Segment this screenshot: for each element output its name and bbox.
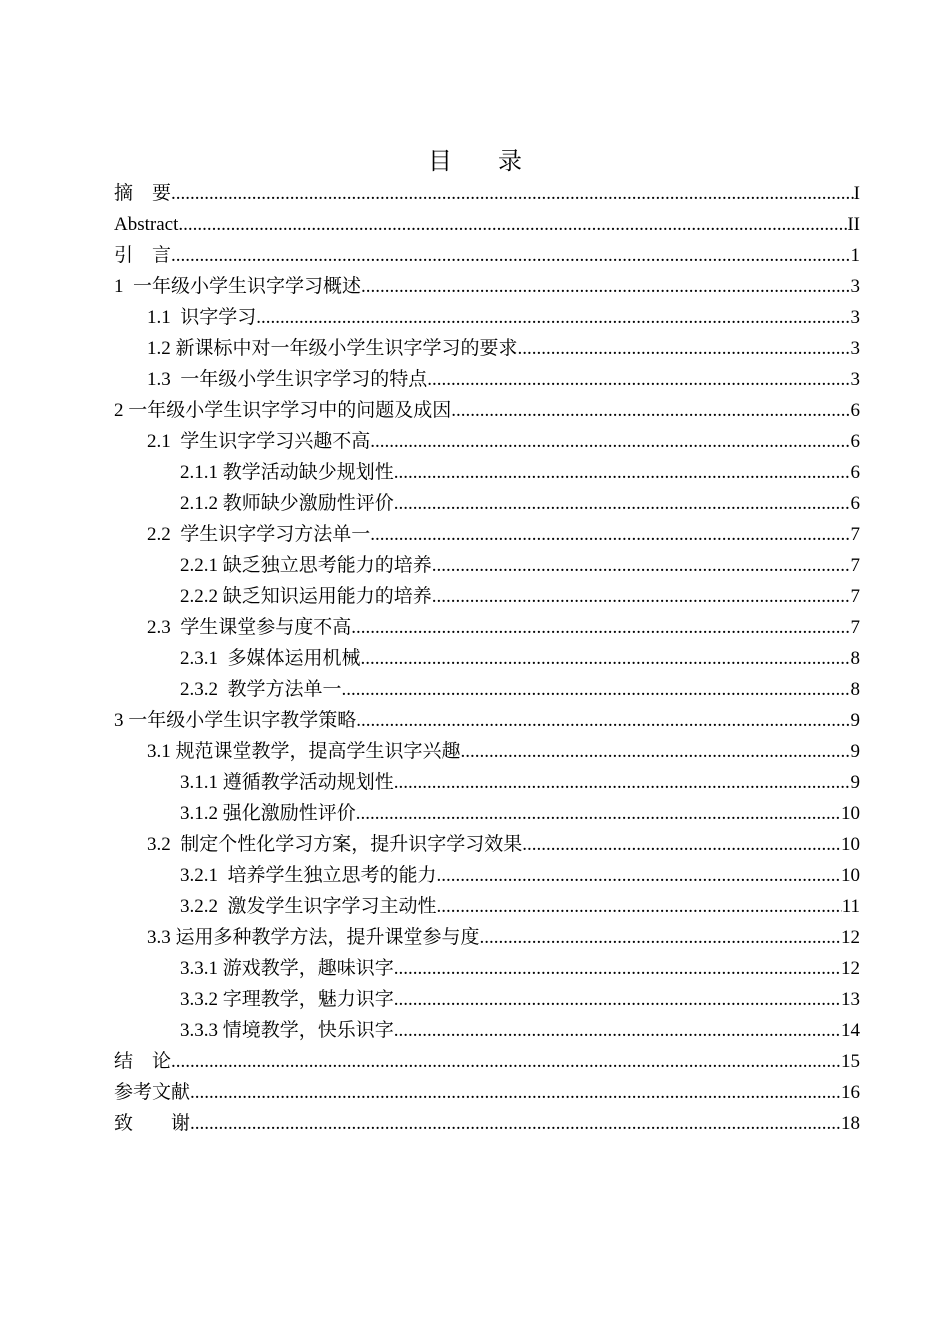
- toc-entry-label: 2.1.2 教师缺少激励性评价: [180, 493, 394, 514]
- toc-entry[interactable]: [114, 550, 860, 581]
- toc-entry-label: 2.2 学生识字学习方法单一: [147, 524, 371, 545]
- toc-entry-page-number: 3: [850, 307, 860, 328]
- toc-entry[interactable]: [114, 364, 860, 395]
- toc-dot-leader: [356, 798, 841, 829]
- toc-dot-leader: [394, 984, 841, 1015]
- toc-entry-page-number: 11: [841, 896, 860, 917]
- toc-dot-leader: [437, 891, 842, 922]
- toc-entry[interactable]: [114, 953, 860, 984]
- toc-entry[interactable]: [114, 860, 860, 891]
- toc-entry-page-number: 16: [841, 1082, 860, 1103]
- toc-entry[interactable]: [114, 178, 860, 209]
- toc-entry-page-number: 7: [850, 617, 860, 638]
- toc-entry-label: 1.3 一年级小学生识字学习的特点: [147, 369, 428, 390]
- toc-entry-label: 参考文献: [114, 1082, 191, 1103]
- toc-entry[interactable]: [114, 1108, 860, 1139]
- toc-entry-label: 2.2.1 缺乏独立思考能力的培养: [180, 555, 432, 576]
- toc-entry-page-number: 7: [850, 586, 860, 607]
- toc-entry-page-number: 6: [850, 493, 860, 514]
- toc-dot-leader: [451, 395, 850, 426]
- toc-entry-label: 2.1.1 教学活动缺少规划性: [180, 462, 394, 483]
- toc-entry[interactable]: [114, 643, 860, 674]
- toc-dot-leader: [394, 488, 851, 519]
- toc-entry-label: 3.1.1 遵循教学活动规划性: [180, 772, 394, 793]
- toc-entry[interactable]: [114, 271, 860, 302]
- toc-entry-label: 3.3 运用多种教学方法，提升课堂参与度: [147, 927, 480, 948]
- toc-entry-page-number: 3: [850, 276, 860, 297]
- toc-entry-label: 3.2 制定个性化学习方案，提升识字学习效果: [147, 834, 523, 855]
- toc-entry-label: 2.3 学生课堂参与度不高: [147, 617, 352, 638]
- toc-dot-leader: [361, 643, 851, 674]
- toc-entry-page-number: 15: [841, 1051, 860, 1072]
- toc-entry-page-number: 7: [850, 524, 860, 545]
- toc-entry-page-number: 12: [841, 958, 860, 979]
- toc-entry[interactable]: [114, 333, 860, 364]
- toc-entry-label: 2.2.2 缺乏知识运用能力的培养: [180, 586, 432, 607]
- toc-entry-page-number: 6: [850, 462, 860, 483]
- toc-dot-leader: [522, 829, 841, 860]
- toc-entry[interactable]: [114, 302, 860, 333]
- toc-entry-label: 3 一年级小学生识字教学策略: [114, 710, 357, 731]
- toc-entry-label: 3.3.1 游戏教学，趣味识字: [180, 958, 394, 979]
- toc-entry[interactable]: [114, 922, 860, 953]
- toc-entry-label: 3.3.2 字理教学，魅力识字: [180, 989, 394, 1010]
- toc-entry-page-number: 10: [841, 803, 860, 824]
- toc-entry[interactable]: [114, 426, 860, 457]
- toc-dot-leader: [394, 1015, 841, 1046]
- toc-entry-label: 结 论: [114, 1051, 172, 1072]
- toc-entry-page-number: 8: [850, 679, 860, 700]
- toc-entry-label: 2.3.2 教学方法单一: [180, 679, 342, 700]
- toc-entry[interactable]: [114, 581, 860, 612]
- toc-entry-page-number: 3: [850, 369, 860, 390]
- toc-dot-leader: [178, 209, 847, 240]
- toc-entry-page-number: 13: [841, 989, 860, 1010]
- toc-entry[interactable]: [114, 519, 860, 550]
- toc-dot-leader: [171, 1046, 841, 1077]
- toc-entry-page-number: 14: [841, 1020, 860, 1041]
- toc-entry-label: 3.2.2 激发学生识字学习主动性: [180, 896, 437, 917]
- toc-dot-leader: [256, 302, 850, 333]
- toc-entry[interactable]: [114, 798, 860, 829]
- toc-entry-page-number: 6: [850, 400, 860, 421]
- toc-entry-label: 3.2.1 培养学生独立思考的能力: [180, 865, 437, 886]
- toc-dot-leader: [190, 1077, 841, 1108]
- toc-entry[interactable]: [114, 891, 860, 922]
- toc-dot-leader: [432, 550, 851, 581]
- toc-dot-leader: [351, 612, 850, 643]
- toc-entry-page-number: 10: [841, 865, 860, 886]
- toc-entry[interactable]: [114, 1077, 860, 1108]
- toc-entry[interactable]: [114, 209, 860, 240]
- toc-title-char-2: 录: [498, 149, 522, 175]
- toc-dot-leader: [171, 178, 854, 209]
- toc-entry[interactable]: [114, 1046, 860, 1077]
- toc-entry-label: 2.3.1 多媒体运用机械: [180, 648, 361, 669]
- toc-entry[interactable]: [114, 829, 860, 860]
- toc-entry-page-number: 7: [850, 555, 860, 576]
- toc-entry-label: 2 一年级小学生识字学习中的问题及成因: [114, 400, 452, 421]
- toc-entry-label: 3.1.2 强化激励性评价: [180, 803, 356, 824]
- toc-entry-label: 3.3.3 情境教学，快乐识字: [180, 1020, 394, 1041]
- toc-entry-label: 3.1 规范课堂教学，提高学生识字兴趣: [147, 741, 461, 762]
- toc-entry-page-number: 9: [850, 741, 860, 762]
- toc-entry-label: 1.2 新课标中对一年级小学生识字学习的要求: [147, 338, 518, 359]
- toc-entry[interactable]: [114, 767, 860, 798]
- toc-dot-leader: [361, 271, 850, 302]
- toc-entry-label: 1.1 识字学习: [147, 307, 257, 328]
- toc-entry[interactable]: [114, 395, 860, 426]
- toc-entry-page-number: II: [847, 214, 860, 235]
- toc-entry-page-number: 9: [850, 710, 860, 731]
- toc-dot-leader: [394, 953, 841, 984]
- toc-entry-label: 1 一年级小学生识字学习概述: [114, 276, 362, 297]
- toc-entry[interactable]: [114, 457, 860, 488]
- toc-entry-label: 摘 要: [114, 183, 172, 204]
- toc-title-char-1: 目: [428, 149, 452, 175]
- toc-dot-leader: [427, 364, 850, 395]
- toc-entry[interactable]: [114, 488, 860, 519]
- toc-dot-leader: [432, 581, 851, 612]
- toc-entry-page-number: I: [853, 183, 860, 204]
- toc-entry[interactable]: [114, 1015, 860, 1046]
- toc-entry[interactable]: [114, 705, 860, 736]
- toc-entry[interactable]: [114, 612, 860, 643]
- toc-title: [0, 144, 950, 180]
- toc-entry[interactable]: [114, 736, 860, 767]
- toc-dot-leader: [342, 674, 851, 705]
- toc-dot-leader: [480, 922, 841, 953]
- toc-dot-leader: [394, 457, 851, 488]
- toc-dot-leader: [370, 426, 850, 457]
- toc-dot-leader: [461, 736, 851, 767]
- toc-dot-leader: [437, 860, 841, 891]
- toc-entry[interactable]: [114, 674, 860, 705]
- toc-entry-page-number: 1: [850, 245, 860, 266]
- toc-entry-page-number: 9: [850, 772, 860, 793]
- toc-entry-page-number: 8: [850, 648, 860, 669]
- toc-entry-label: Abstract: [114, 214, 179, 235]
- toc-entry[interactable]: [114, 240, 860, 271]
- toc-dot-leader: [171, 240, 850, 271]
- toc-entry-page-number: 6: [850, 431, 860, 452]
- toc-entry-page-number: 18: [841, 1113, 860, 1134]
- toc-dot-leader: [394, 767, 851, 798]
- toc-entry-page-number: 3: [850, 338, 860, 359]
- toc-entry-label: 致 谢: [114, 1113, 191, 1134]
- toc-entry-page-number: 10: [841, 834, 860, 855]
- toc-dot-leader: [356, 705, 850, 736]
- table-of-contents: [114, 178, 860, 1139]
- toc-dot-leader: [190, 1108, 841, 1139]
- toc-entry[interactable]: [114, 984, 860, 1015]
- toc-dot-leader: [518, 333, 851, 364]
- toc-entry-label: 引 言: [114, 245, 172, 266]
- toc-entry-page-number: 12: [841, 927, 860, 948]
- toc-dot-leader: [370, 519, 850, 550]
- toc-entry-label: 2.1 学生识字学习兴趣不高: [147, 431, 371, 452]
